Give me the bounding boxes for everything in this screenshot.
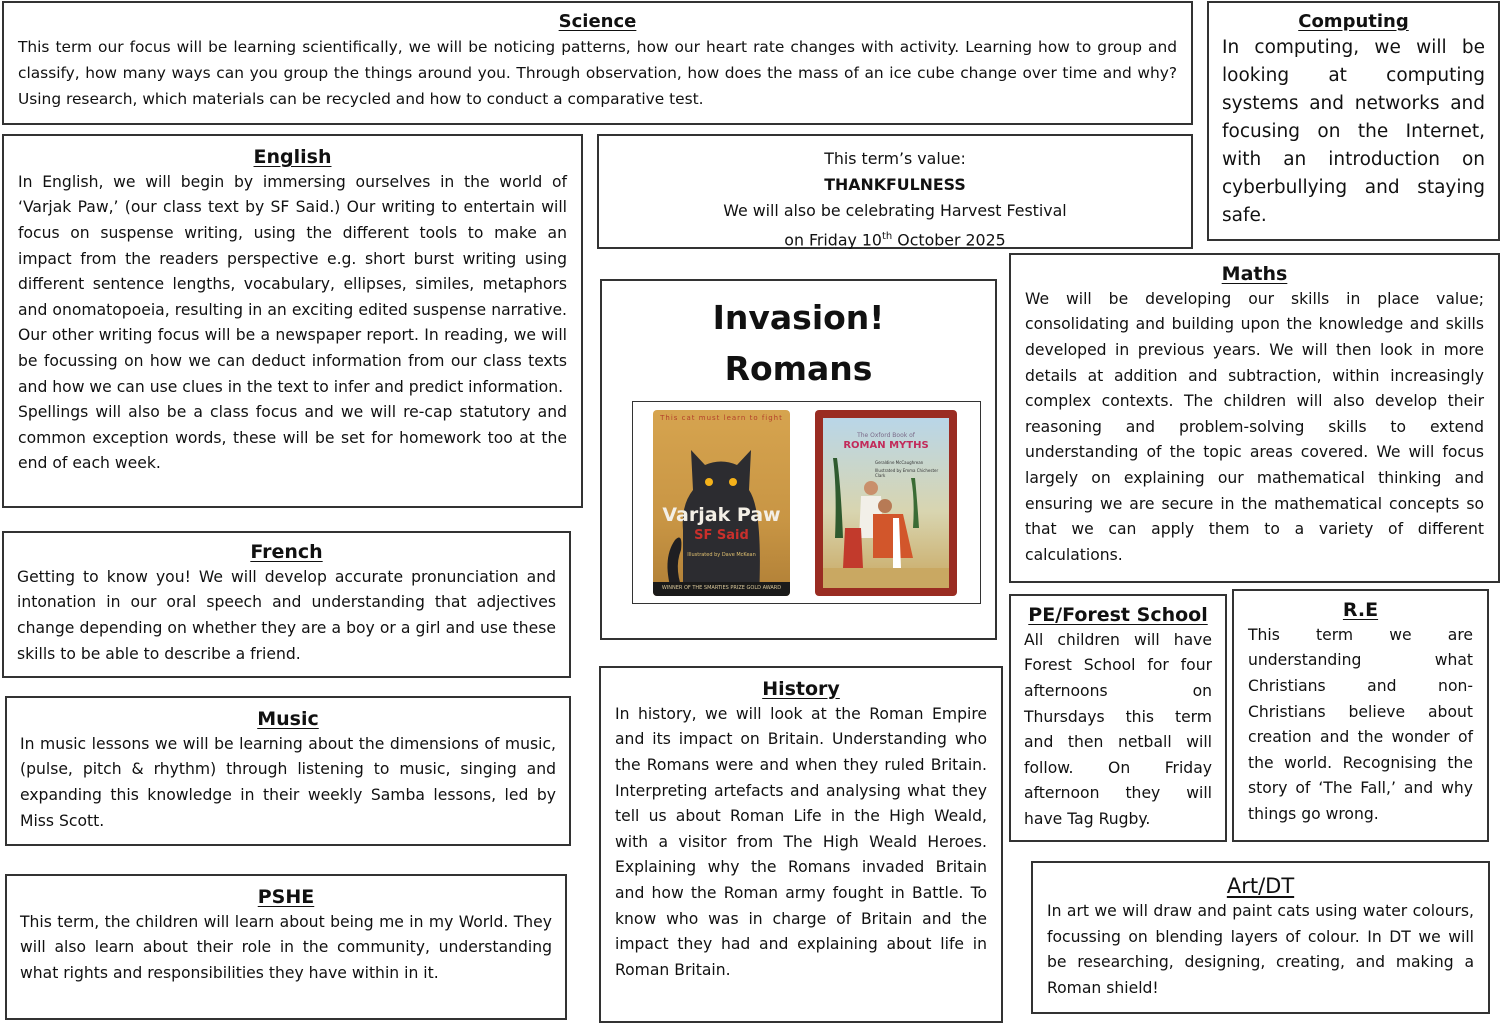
music-text: In music lessons we will be learning about the dimensions of music, (pulse, pitch & rhythm) through listening to music, singing and expanding this knowledge in their weekly Samba lessons, led by Miss Scott.: [20, 734, 556, 830]
topic-subtitle: Romans: [724, 349, 873, 388]
computing-panel: [1207, 1, 1500, 241]
art-heading: Art/DT: [1226, 874, 1295, 898]
roman-myths-cover: [815, 410, 957, 596]
re-text: This term we are understanding what Christians and non-Christians believe about creation and the wonder of the world. Recognising the story of ‘The Fall,’ and why things go wrong.: [1248, 625, 1473, 823]
music-heading: Music: [257, 708, 319, 730]
book-author: SF Said: [694, 528, 749, 543]
book-illustrator: Illustrated by Dave McKean: [687, 552, 756, 558]
book-tagline: This cat must learn to fight: [660, 414, 783, 422]
science-heading: Science: [558, 11, 637, 32]
french-text: Getting to know you! We will develop accurate pronunciation and intonation in our oral speech and understanding that adjectives change depending on whether they are a boy or a girl and use these skills to be able to describe a friend.: [17, 567, 556, 663]
science-panel: [2, 1, 1193, 125]
term-value: THANKFULNESS: [824, 175, 966, 194]
varjak-paw-cover: [653, 410, 790, 596]
english-spellings-text: Spellings will also be a class focus and we will re-cap statutory and common exception words, these will be set for homework too at the end of each week.: [18, 403, 567, 473]
harvest-festival-date: [609, 224, 1181, 253]
art-dt-panel: [1031, 861, 1490, 1014]
book-title: ROMAN MYTHS: [843, 440, 929, 451]
computing-heading: Computing: [1298, 11, 1409, 32]
term-value-label: This term’s value:: [824, 149, 966, 168]
history-text: In history, we will look at the Roman Empire and its impact on Britain. Understanding who the Romans were and when they ruled Britain. Interpreting artefacts and analysing what they tell us about Roman Life in the High Weald, with a visitor from The High Weald Heroes. Explaining why the Romans invaded Britain and how the Roman army fought in Battle. To know who was in charge of Britain and the impact they had and explaining about life in Roman Britain.: [615, 704, 987, 979]
maths-text: We will be developing our skills in place value; consolidating and building upon the knowledge and skills developed in previous years. We will then look in more details at addition and subtraction, within increasingly complex contexts. The children will also develop their reasoning and problem-solving skills to extend understanding of the topic areas covered. We will focus largely on explaining our mathematical thinking and ensuring we are secure in the mathematical concepts so that we can apply them to a variety of different calculations.: [1025, 289, 1484, 564]
maths-heading: Maths: [1221, 263, 1288, 285]
book-series: The Oxford Book of: [857, 432, 915, 439]
french-panel: [2, 531, 571, 678]
date-ordinal: th: [881, 231, 893, 242]
book-title: Varjak Paw: [662, 504, 781, 526]
book-illustrator: Illustrated by Emma Chichester Clark: [875, 468, 939, 478]
book-author: Geraldine McCaughrean: [875, 460, 924, 465]
book-covers-frame: [632, 401, 981, 604]
term-value-panel: [597, 134, 1193, 249]
re-panel: [1232, 589, 1489, 842]
english-panel: [2, 134, 583, 508]
english-heading: English: [253, 146, 332, 168]
french-heading: French: [250, 541, 323, 563]
pshe-text: This term, the children will learn about being me in my World. They will also learn about their role in the community, understanding what rights and responsibilities they have within in it.: [20, 912, 552, 982]
date-rest: October 2025: [892, 230, 1006, 250]
pshe-panel: [5, 874, 567, 1020]
english-text: In English, we will begin by immersing ourselves in the world of ‘Varjak Paw,’ (our class text by SF Said.) Our writing to entertain will focus on suspense writing, using the different tools to make an impact from the readers perspective e.g. short burst writing using different sentence lengths, vocabulary, ellipses, similes, metaphors and onomatopoeia, resulting in an exciting edited suspense narrative. Our other writing focus will be a newspaper report. In reading, we will be focussing on how we can deduct information from our class texts and how we can use clues in the text to infer and predict information.: [18, 172, 567, 396]
maths-panel: [1009, 253, 1500, 583]
pe-forest-school-panel: [1009, 594, 1227, 842]
history-panel: [599, 666, 1003, 1023]
pe-heading: PE/Forest School: [1028, 604, 1208, 626]
topic-panel: [600, 279, 997, 640]
re-heading: R.E: [1342, 599, 1379, 621]
topic-title: Invasion!: [712, 298, 885, 337]
art-text: In art we will draw and paint cats using water colours, focussing on blending layers of colour. In DT we will be researching, designing, creating, and making a Roman shield!: [1047, 902, 1474, 998]
science-text: This term our focus will be learning scientifically, we will be noticing patterns, how our heart rate changes with activity. Learning how to group and classify, how many ways can you group the things around you. Through observation, how does the mass of an ice cube change over time and why? Using research, which materials can be recycled and how to conduct a comparative test.: [18, 37, 1177, 108]
harvest-festival-text: We will also be celebrating Harvest Festival: [723, 201, 1067, 220]
pe-text: All children will have Forest School for four afternoons on Thursdays this term and then netball will follow. On Friday afternoon they will have Tag Rugby.: [1024, 630, 1212, 828]
book-award: WINNER OF THE SMARTIES PRIZE GOLD AWARD: [661, 585, 782, 591]
date-prefix: on Friday 10: [784, 230, 882, 250]
pshe-heading: PSHE: [257, 886, 315, 908]
history-heading: History: [762, 678, 840, 700]
music-panel: [5, 696, 571, 846]
computing-text: In computing, we will be looking at computing systems and networks and focusing on the Internet, with an introduction on cyberbullying and staying safe.: [1222, 36, 1485, 226]
cat-illustration: [653, 410, 790, 596]
